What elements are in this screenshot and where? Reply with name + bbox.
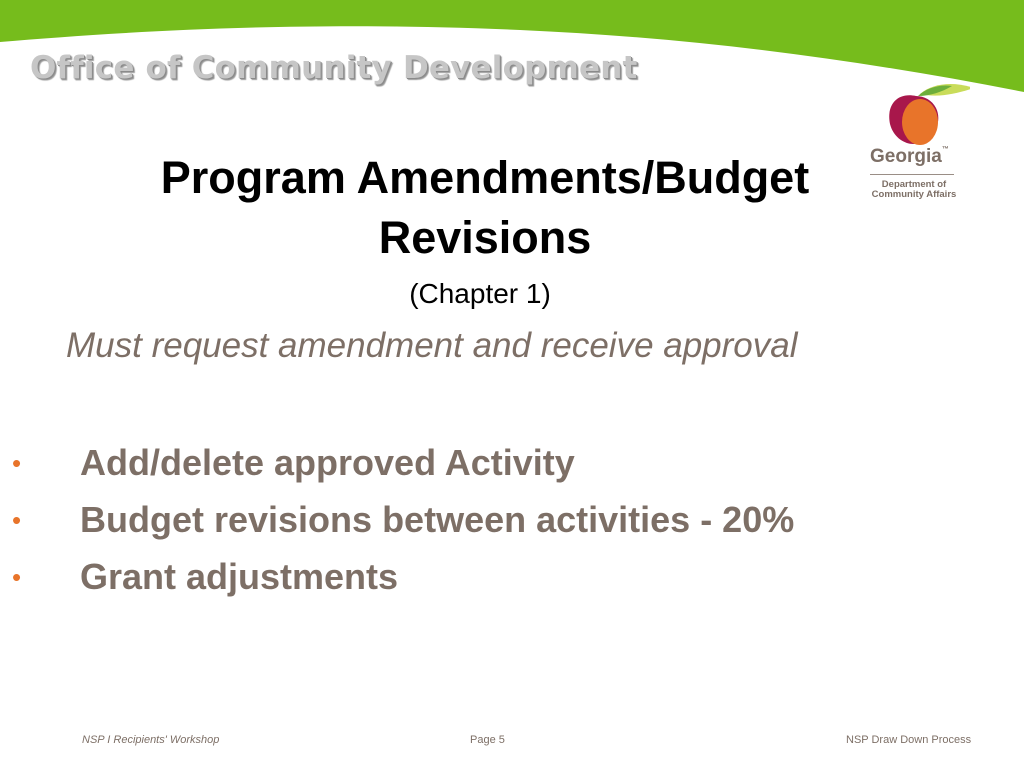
bullet-dot-icon: • [12,448,22,478]
slide-title-line2: Revisions [378,212,592,263]
georgia-peach-icon [856,80,970,148]
slide-title-line1: Program Amendments/Budget [160,152,810,203]
logo-divider [870,174,954,175]
bullet-dot-icon: • [12,505,22,535]
header-title: Office of Community Development [30,50,638,86]
approval-note: Must request amendment and receive approval [66,326,798,365]
bullet-text: Grant adjustments [80,556,399,597]
logo-subtitle-line1: Department of [881,179,947,190]
bullet-dot-icon: • [12,562,22,592]
logo-subtitle-line2: Community Affairs [871,189,957,200]
footer-workshop-label: NSP I Recipients' Workshop [82,734,220,746]
slide-subtitle: (Chapter 1) [409,278,551,309]
bullet-text: Add/delete approved Activity [80,442,575,483]
slide-title [90,148,880,268]
bullet-text: Budget revisions between activities - 20% [80,499,795,540]
logo-wordmark: Georgia™ [870,146,949,167]
footer-topic-label: NSP Draw Down Process [846,734,972,746]
footer-page-number: Page 5 [470,734,505,746]
